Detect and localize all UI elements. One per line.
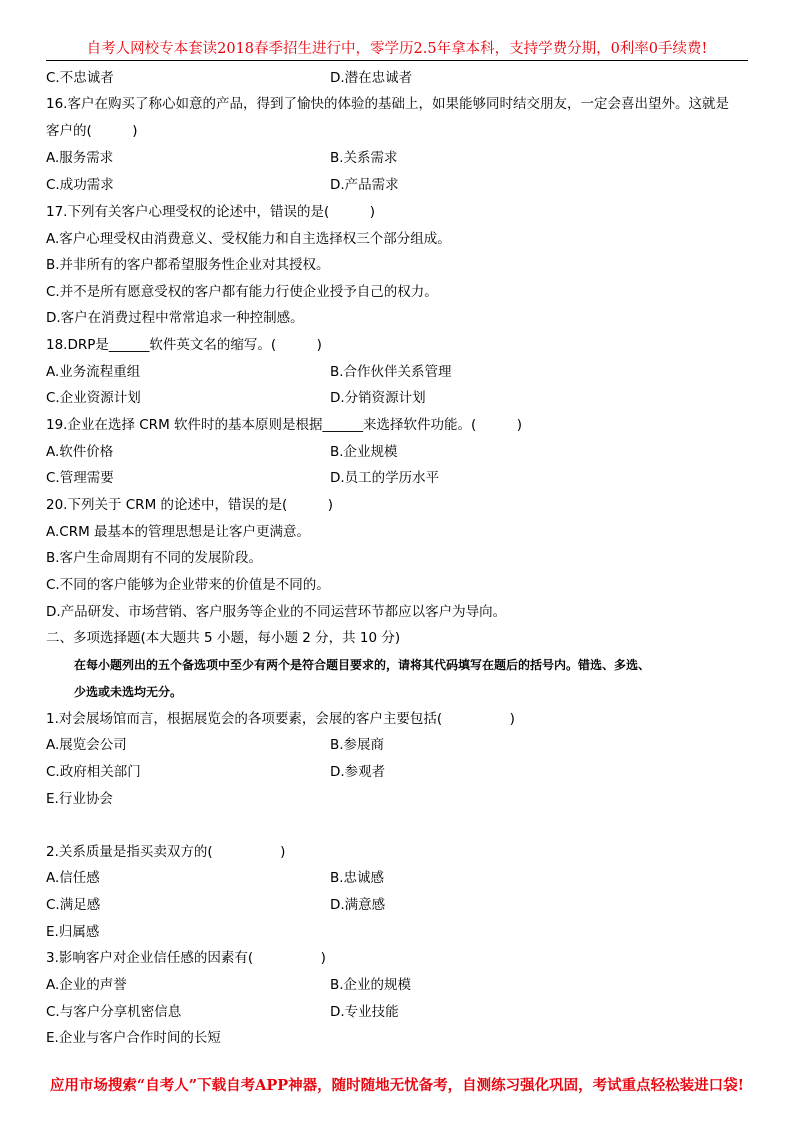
m2-option-e: E.归属感 — [46, 924, 100, 940]
m2-stem: 2.关系质量是指买卖双方的( ) — [46, 844, 286, 860]
m3-option-a: A.企业的声誉 — [46, 977, 127, 993]
q20-stem: 20.下列关于 CRM 的论述中，错误的是( ) — [46, 497, 334, 513]
m1-option-b: B.参展商 — [330, 737, 385, 753]
section-instruction-line1: 在每小题列出的五个备选项中至少有两个是符合题目要求的，请将其代码填写在题后的括号内。错选、多选、 — [74, 658, 651, 672]
q17-option-a: A.客户心理受权由消费意义、受权能力和自主选择权三个部分组成。 — [46, 231, 451, 247]
m3-option-c: C.与客户分享机密信息 — [46, 1004, 182, 1020]
m1-option-d: D.参观者 — [330, 764, 386, 780]
q19-option-b: B.企业规模 — [330, 444, 398, 460]
m2-option-c: C.满足感 — [46, 897, 101, 913]
q18-stem: 18.DRP是______软件英文名的缩写。( ) — [46, 337, 322, 353]
q16-option-c: C.成功需求 — [46, 177, 114, 193]
q17-option-c: C.并不是所有愿意受权的客户都有能力行使企业授予自己的权力。 — [46, 284, 438, 300]
section-title: 二、多项选择题(本大题共 5 小题，每小题 2 分，共 10 分) — [46, 630, 401, 646]
q16-option-d: D.产品需求 — [330, 177, 399, 193]
q16-option-b: B.关系需求 — [330, 150, 398, 166]
q20-option-a: A.CRM 最基本的管理思想是让客户更满意。 — [46, 524, 311, 540]
header-banner: 自考人网校专本套读2018春季招生进行中，零学历2.5年拿本科，支持学费分期，0利率0手续费! — [86, 41, 708, 57]
q15-option-d: D.潜在忠诚者 — [330, 70, 413, 86]
q16-stem-line1: 16.客户在购买了称心如意的产品，得到了愉快的体验的基础上，如果能够同时结交朋友，一定会喜出望外。这就是 — [46, 96, 729, 112]
q19-option-a: A.软件价格 — [46, 444, 114, 460]
section-instruction-line2: 少选或未选均无分。 — [74, 685, 183, 699]
q17-option-b: B.并非所有的客户都希望服务性企业对其授权。 — [46, 257, 330, 273]
m3-option-d: D.专业技能 — [330, 1004, 399, 1020]
q15-option-c: C.不忠诚者 — [46, 70, 114, 86]
m1-stem: 1.对会展场馆而言，根据展览会的各项要素，会展的客户主要包括( ) — [46, 711, 515, 727]
footer-banner: 应用市场搜索“自考人”下载自考APP神器，随时随地无忧备考，自测练习强化巩固，考试重点轻松装进口袋! — [49, 1077, 745, 1094]
m3-stem: 3.影响客户对企业信任感的因素有( ) — [46, 950, 326, 966]
q17-option-d: D.客户在消费过程中常常追求一种控制感。 — [46, 310, 304, 326]
m2-option-d: D.满意感 — [330, 897, 386, 913]
q18-option-c: C.企业资源计划 — [46, 390, 141, 406]
q19-stem: 19.企业在选择 CRM 软件时的基本原则是根据______来选择软件功能。( ) — [46, 417, 523, 433]
q20-option-c: C.不同的客户能够为企业带来的价值是不同的。 — [46, 577, 330, 593]
q18-option-a: A.业务流程重组 — [46, 364, 141, 380]
m3-option-b: B.企业的规模 — [330, 977, 412, 993]
header-rule — [46, 60, 748, 61]
m3-option-e: E.企业与客户合作时间的长短 — [46, 1030, 221, 1046]
m2-option-a: A.信任感 — [46, 870, 100, 886]
q19-option-d: D.员工的学历水平 — [330, 470, 440, 486]
m1-option-e: E.行业协会 — [46, 791, 113, 807]
q19-option-c: C.管理需要 — [46, 470, 114, 486]
q18-option-b: B.合作伙伴关系管理 — [330, 364, 452, 380]
m2-option-b: B.忠诚感 — [330, 870, 385, 886]
q16-option-a: A.服务需求 — [46, 150, 114, 166]
q20-option-b: B.客户生命周期有不同的发展阶段。 — [46, 550, 263, 566]
m1-option-a: A.展览会公司 — [46, 737, 127, 753]
m1-option-c: C.政府相关部门 — [46, 764, 141, 780]
q17-stem: 17.下列有关客户心理受权的论述中，错误的是( ) — [46, 204, 376, 220]
q20-option-d: D.产品研发、市场营销、客户服务等企业的不同运营环节都应以客户为导向。 — [46, 604, 507, 620]
q16-stem-line2: 客户的( ) — [46, 123, 138, 139]
q18-option-d: D.分销资源计划 — [330, 390, 426, 406]
